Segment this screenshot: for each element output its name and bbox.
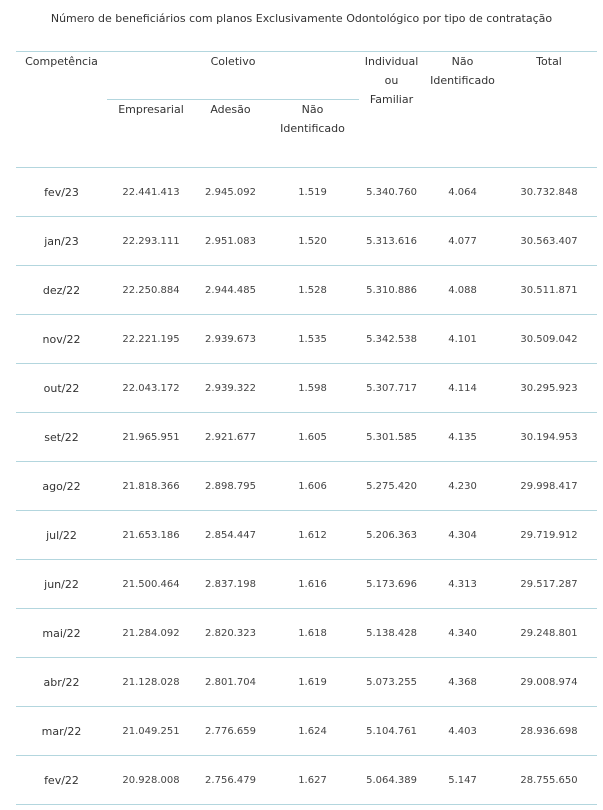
cell-competencia: fev/23 (16, 168, 107, 217)
cell-individual-familiar: 5.301.585 (359, 413, 424, 462)
cell-coletivo-nao-identificado: 1.618 (266, 609, 359, 658)
cell-nao-identificado: 4.403 (424, 707, 501, 756)
cell-empresarial: 21.500.464 (107, 560, 195, 609)
cell-empresarial: 22.293.111 (107, 217, 195, 266)
cell-adesao: 2.898.795 (195, 462, 266, 511)
cell-coletivo-nao-identificado: 1.616 (266, 560, 359, 609)
cell-total: 30.511.871 (501, 266, 597, 315)
subheader-empresarial-label: Empresarial (118, 103, 184, 116)
header-total-label: Total (536, 55, 562, 68)
cell-coletivo-nao-identificado: 1.535 (266, 315, 359, 364)
header-nao-identificado-line1: Não (451, 55, 474, 68)
cell-nao-identificado: 4.077 (424, 217, 501, 266)
cell-competencia: jan/23 (16, 217, 107, 266)
cell-competencia: mai/22 (16, 609, 107, 658)
cell-individual-familiar: 5.064.389 (359, 756, 424, 805)
cell-competencia: abr/22 (16, 658, 107, 707)
cell-adesao: 2.837.198 (195, 560, 266, 609)
table-row (16, 266, 597, 315)
cell-competencia: fev/22 (16, 756, 107, 805)
subheader-adesao-label: Adesão (210, 103, 251, 116)
cell-adesao: 2.756.479 (195, 756, 266, 805)
cell-adesao: 2.776.659 (195, 707, 266, 756)
table-row (16, 413, 597, 462)
header-total (501, 52, 597, 168)
cell-individual-familiar: 5.310.886 (359, 266, 424, 315)
table-row (16, 756, 597, 805)
cell-total: 29.517.287 (501, 560, 597, 609)
header-individual-line3: Familiar (369, 93, 414, 106)
header-individual-line2: ou (384, 74, 399, 87)
subheader-adesao (195, 100, 266, 168)
cell-nao-identificado: 4.313 (424, 560, 501, 609)
table-row (16, 364, 597, 413)
table-row (16, 511, 597, 560)
cell-nao-identificado: 4.230 (424, 462, 501, 511)
header-coletivo (107, 52, 359, 100)
cell-coletivo-nao-identificado: 1.606 (266, 462, 359, 511)
cell-empresarial: 21.965.951 (107, 413, 195, 462)
table-row (16, 315, 597, 364)
table-caption: Número de beneficiários com planos Exclusivamente Odontológico por tipo de contratação (50, 12, 553, 25)
header-nao-identificado-line2: Identificado (430, 74, 495, 87)
cell-coletivo-nao-identificado: 1.619 (266, 658, 359, 707)
cell-total: 30.194.953 (501, 413, 597, 462)
subheader-nao-identificado-line1: Não (301, 103, 324, 116)
subheader-nao-identificado (266, 100, 359, 168)
cell-adesao: 2.854.447 (195, 511, 266, 560)
cell-coletivo-nao-identificado: 1.624 (266, 707, 359, 756)
cell-coletivo-nao-identificado: 1.605 (266, 413, 359, 462)
header-competencia (16, 52, 107, 168)
cell-individual-familiar: 5.138.428 (359, 609, 424, 658)
cell-competencia: set/22 (16, 413, 107, 462)
subheader-empresarial (107, 100, 195, 168)
cell-coletivo-nao-identificado: 1.528 (266, 266, 359, 315)
table-row (16, 707, 597, 756)
header-coletivo-label: Coletivo (210, 55, 256, 68)
cell-total: 28.755.650 (501, 756, 597, 805)
cell-empresarial: 21.284.092 (107, 609, 195, 658)
cell-nao-identificado: 5.147 (424, 756, 501, 805)
cell-individual-familiar: 5.340.760 (359, 168, 424, 217)
cell-empresarial: 20.928.008 (107, 756, 195, 805)
cell-nao-identificado: 4.064 (424, 168, 501, 217)
cell-adesao: 2.820.323 (195, 609, 266, 658)
cell-coletivo-nao-identificado: 1.612 (266, 511, 359, 560)
cell-individual-familiar: 5.307.717 (359, 364, 424, 413)
header-individual-line1: Individual (364, 55, 419, 68)
cell-individual-familiar: 5.173.696 (359, 560, 424, 609)
cell-coletivo-nao-identificado: 1.519 (266, 168, 359, 217)
cell-empresarial: 21.653.186 (107, 511, 195, 560)
cell-adesao: 2.944.485 (195, 266, 266, 315)
cell-competencia: nov/22 (16, 315, 107, 364)
cell-adesao: 2.801.704 (195, 658, 266, 707)
table-row (16, 217, 597, 266)
cell-nao-identificado: 4.135 (424, 413, 501, 462)
header-competencia-label: Competência (25, 55, 98, 68)
table-row (16, 609, 597, 658)
cell-nao-identificado: 4.101 (424, 315, 501, 364)
table-row (16, 560, 597, 609)
cell-coletivo-nao-identificado: 1.520 (266, 217, 359, 266)
cell-total: 29.719.912 (501, 511, 597, 560)
cell-individual-familiar: 5.104.761 (359, 707, 424, 756)
cell-adesao: 2.939.673 (195, 315, 266, 364)
cell-nao-identificado: 4.340 (424, 609, 501, 658)
cell-empresarial: 21.818.366 (107, 462, 195, 511)
cell-adesao: 2.921.677 (195, 413, 266, 462)
table-row (16, 658, 597, 707)
cell-adesao: 2.945.092 (195, 168, 266, 217)
cell-total: 30.563.407 (501, 217, 597, 266)
cell-nao-identificado: 4.304 (424, 511, 501, 560)
cell-total: 30.295.923 (501, 364, 597, 413)
cell-competencia: mar/22 (16, 707, 107, 756)
cell-coletivo-nao-identificado: 1.627 (266, 756, 359, 805)
subheader-nao-identificado-line2: Identificado (280, 122, 345, 135)
cell-empresarial: 22.043.172 (107, 364, 195, 413)
cell-competencia: jul/22 (16, 511, 107, 560)
header-nao-identificado (424, 52, 501, 168)
cell-total: 30.732.848 (501, 168, 597, 217)
cell-empresarial: 22.441.413 (107, 168, 195, 217)
cell-empresarial: 21.128.028 (107, 658, 195, 707)
cell-total: 30.509.042 (501, 315, 597, 364)
cell-individual-familiar: 5.342.538 (359, 315, 424, 364)
cell-empresarial: 22.250.884 (107, 266, 195, 315)
cell-adesao: 2.939.322 (195, 364, 266, 413)
cell-competencia: jun/22 (16, 560, 107, 609)
cell-total: 29.248.801 (501, 609, 597, 658)
cell-total: 28.936.698 (501, 707, 597, 756)
beneficiaries-table (16, 51, 597, 805)
table-body (16, 168, 597, 805)
header-individual-familiar (359, 52, 424, 168)
cell-nao-identificado: 4.088 (424, 266, 501, 315)
cell-individual-familiar: 5.206.363 (359, 511, 424, 560)
cell-coletivo-nao-identificado: 1.598 (266, 364, 359, 413)
cell-nao-identificado: 4.114 (424, 364, 501, 413)
cell-competencia: dez/22 (16, 266, 107, 315)
cell-competencia: out/22 (16, 364, 107, 413)
cell-adesao: 2.951.083 (195, 217, 266, 266)
cell-individual-familiar: 5.275.420 (359, 462, 424, 511)
cell-nao-identificado: 4.368 (424, 658, 501, 707)
table-row (16, 168, 597, 217)
cell-total: 29.998.417 (501, 462, 597, 511)
cell-empresarial: 22.221.195 (107, 315, 195, 364)
table-row (16, 462, 597, 511)
cell-competencia: ago/22 (16, 462, 107, 511)
cell-individual-familiar: 5.073.255 (359, 658, 424, 707)
cell-total: 29.008.974 (501, 658, 597, 707)
cell-empresarial: 21.049.251 (107, 707, 195, 756)
cell-individual-familiar: 5.313.616 (359, 217, 424, 266)
